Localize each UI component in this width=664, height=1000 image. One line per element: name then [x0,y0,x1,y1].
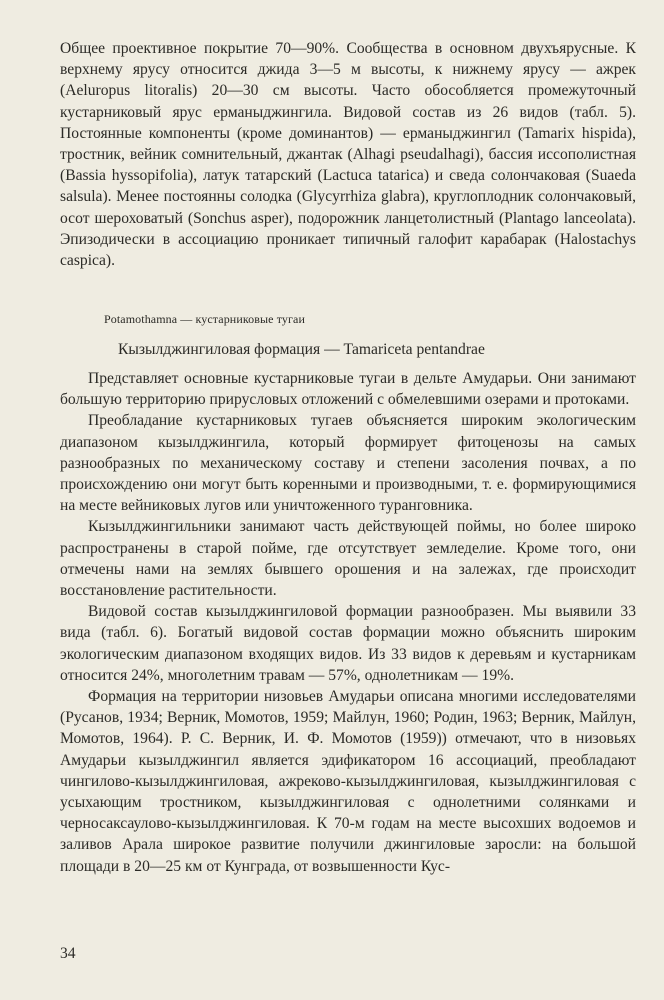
formation-description [60,368,636,877]
paragraph-distribution: Кызылджингильники занимают часть действующей поймы, но более широко распространены в старой пойме, где отсутствует земледелие. Кроме того, они отмечены нами на землях бывшего орошения и на залежах, где происходит восстановление растительности. [60,518,636,600]
page-number: 34 [60,945,76,962]
paragraph-literature: Формация на территории низовьев Амударьи описана многими исследователями (Русанов, 1934; Верник, Момотов, 1959; Майлун, 1960; Родин, 1963; Верник, Майлун, Момотов, 1964). Р. С. Верник, И. Ф. Момотов (1959)) отмечают, что в низовьях Амударьи кызылджингил является эдификатором 16 ассоциаций, преобладают чингилово-кызылджингиловая, ажреково-кызылджингиловая, кызылджингиловая с усыхающим тростником, кызылджингиловая с однолетними солянками и черносаксаулово-кызылджингиловая. К 70-м годам на месте высохших водоемов и заливов Арала широкое развитие получили джингиловые заросли: на большой площади в 20—25 км от Кунграда, от возвышенности Кус- [60,688,636,875]
subsection-label: Potamothamna — кустарниковые тугаи [104,312,305,326]
intro-paragraph: Общее проективное покрытие 70—90%. Сообщества в основном двухъярусные. К верхнему ярусу относится джида 3—5 м высоты, к нижнему ярусу — ажрек (Aeluropus litoralis) 20—30 см высоты. Часто обособляется промежуточный кустарниковый ярус ерманыджингила. Видовой состав из 26 видов (табл. 5). Постоянные компоненты (кроме доминантов) — ерманыджингил (Tamarix hispida), тростник, вейник сомнительный, джантак (Alhagi pseudalhagi), бассия иссополистная (Bassia hyssopifolia), латук татарский (Lactuca tatarica) и сведа солончаковая (Suaeda salsula). Менее постоянны солодка (Glycyrrhiza glabra), круглоплодник солончаковый, осот шероховатый (Sonchus asper), подорожник ланцетолистный (Plantago lanceolata). Эпизодически в ассоциацию проникает типичный галофит карабарак (Halostachys caspica). [60,40,636,270]
formation-heading: Кызылджингиловая формация — Tamariceta pentandrae [118,341,485,358]
paragraph-species-composition: Видовой состав кызылджингиловой формации разнообразен. Мы выявили 33 вида (табл. 6). Богатый видовой состав формации можно объяснить широким экологическим диапазоном входящих видов. Из 33 видов к деревьям и кустарникам относится 24%, многолетним травам — 57%, однолетникам — 19%. [60,603,636,684]
paragraph-ecology: Преобладание кустарниковых тугаев объясняется широким экологическим диапазоном кызылджингила, который формирует фитоценозы на самых разнообразных по механическому составу и степени засоления почвах, а по происхождению они могут быть коренными и производными, т. е. формирующимися на месте вейниковых лугов или уничтоженного туранговника. [60,412,636,515]
paragraph-overview: Представляет основные кустарниковые тугаи в дельте Амударьи. Они занимают большую территорию прирусловых отложений с обмелевшими озерами и протоками. [60,370,636,409]
continued-association-description [60,38,636,271]
